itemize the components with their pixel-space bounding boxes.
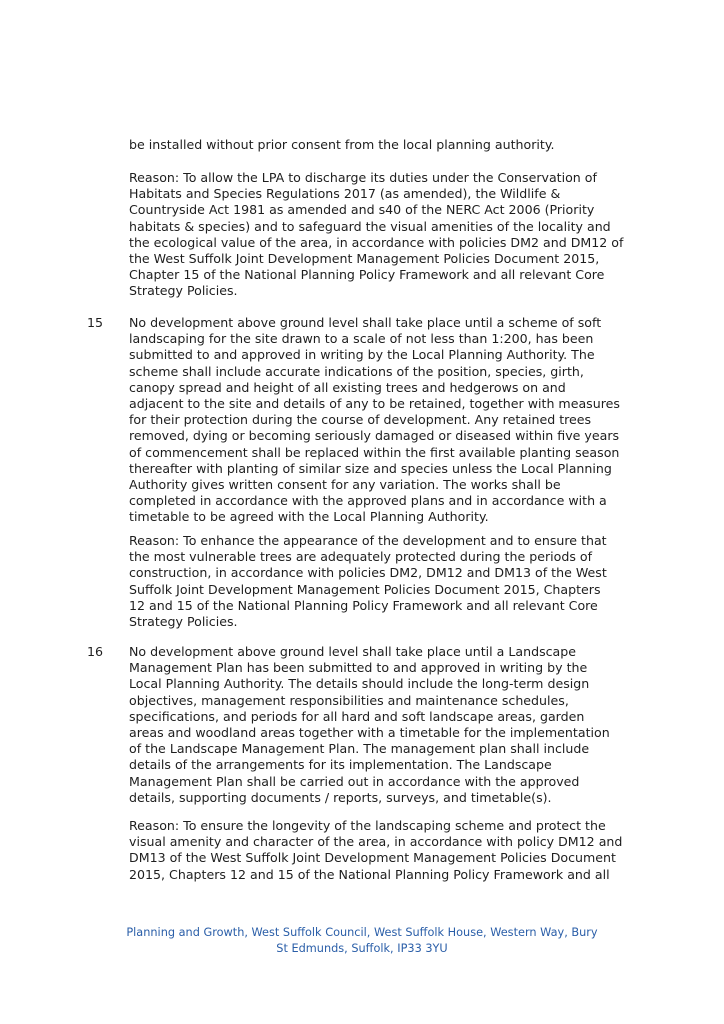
page-footer-address: Planning and Growth, West Suffolk Council, West Suffolk House, Western Way, Bury St Edmunds, Suffolk, IP33 3YU	[126, 926, 598, 955]
reason-condition-14: Reason: To allow the LPA to discharge its duties under the Conservation of Habitats and Species Regulations 2017 (as amended), the Wildlife & Countryside Act 1981 as amended and s40 of the NERC Act 2006 (Priority habitats & species) and to safeguard the visual amenities of the locality and the ecological value of the area, in accordance with policies DM2 and DM12 of the West Suffolk Joint Development Management Policies Document 2015, Chapter 15 of the National Planning Policy Framework and all relevant Core Strategy Policies.	[129, 170, 624, 299]
continuation-text: be installed without prior consent from the local planning authority.	[129, 137, 555, 152]
condition-number-16: 16	[87, 644, 104, 659]
condition-15-text: No development above ground level shall take place until a scheme of soft landscaping for the site drawn to a scale of not less than 1:200, has been submitted to and approved in writing by the Local Planning Authority. The scheme shall include accurate indications of the position, species, girth, canopy spread and height of all existing trees and hedgerows on and adjacent to the site and details of any to be retained, together with measures for their protection during the course of development. Any retained trees removed, dying or becoming seriously damaged or diseased within five years of commencement shall be replaced within the first available planting season thereafter with planting of similar size and species unless the Local Planning Authority gives written consent for any variation. The works shall be completed in accordance with the approved plans and in accordance with a timetable to be agreed with the Local Planning Authority.	[129, 315, 620, 525]
condition-number-15: 15	[87, 315, 104, 330]
reason-condition-15: Reason: To enhance the appearance of the development and to ensure that the most vulnerable trees are adequately protected during the periods of construction, in accordance with policies DM2, DM12 and DM13 of the West Suffolk Joint Development Management Policies Document 2015, Chapters 12 and 15 of the National Planning Policy Framework and all relevant Core Strategy Policies.	[129, 533, 607, 630]
reason-condition-16: Reason: To ensure the longevity of the landscaping scheme and protect the visual amenity and character of the area, in accordance with policy DM12 and DM13 of the West Suffolk Joint Development Management Policies Document 2015, Chapters 12 and 15 of the National Planning Policy Framework and all	[129, 818, 623, 882]
condition-16-text: No development above ground level shall take place until a Landscape Management Plan has been submitted to and approved in writing by the Local Planning Authority. The details should include the long-term design objectives, management responsibilities and maintenance schedules, specifications, and periods for all hard and soft landscape areas, garden areas and woodland areas together with a timetable for the implementation of the Landscape Management Plan. The management plan shall include details of the arrangements for its implementation. The Landscape Management Plan shall be carried out in accordance with the approved details, supporting documents / reports, surveys, and timetable(s).	[129, 644, 610, 805]
